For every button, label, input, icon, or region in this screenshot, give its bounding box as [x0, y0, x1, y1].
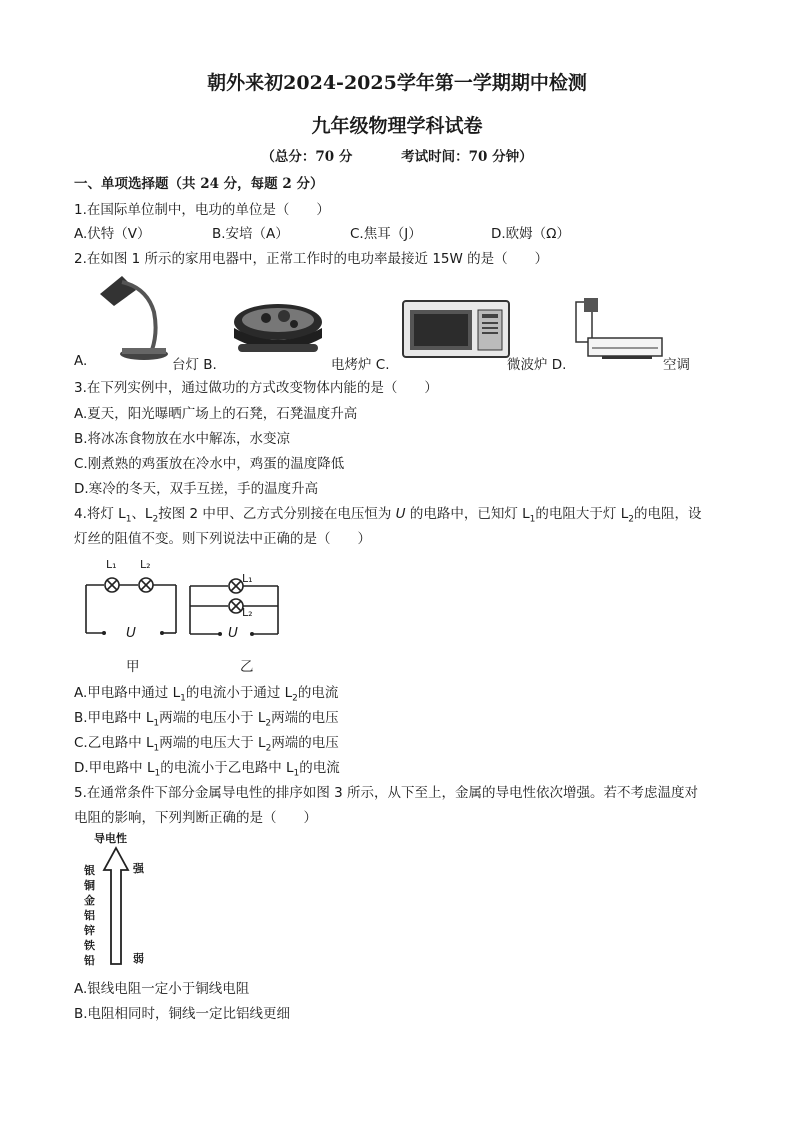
metal-zinc: 锌: [84, 924, 95, 937]
q4-stem-part: 、L: [131, 506, 153, 522]
q4-stem-part: 4.将灯 L: [74, 506, 126, 522]
q2-label-c: 电烤炉 C.: [331, 357, 390, 373]
metal-list: [84, 862, 98, 967]
q4-opt-part: 两端的电压: [271, 735, 339, 751]
q4-option-c: [74, 731, 339, 754]
q3-option-c: C.刚煮熟的鸡蛋放在冷水中，鸡蛋的温度降低: [74, 456, 345, 472]
exam-subtitle: 九年级物理学科试卷: [311, 115, 483, 137]
weak-label: 弱: [133, 952, 144, 965]
air-conditioner-image: [574, 298, 664, 362]
q4-stem-part: 的电路中，已知灯 L: [405, 506, 530, 522]
q4-opt-sub: 2: [265, 718, 272, 729]
q4-opt-sub: 1: [153, 743, 160, 754]
yi-l2-label: L₂: [242, 606, 253, 619]
q4-opt-sub: 1: [293, 768, 300, 779]
q4-opt-part: C.乙电路中 L: [74, 735, 154, 751]
q4-sub: 1: [529, 514, 536, 525]
q5-stem-line1: 5.在通常条件下部分金属导电性的排序如图 3 所示，从下至上，金属的导电性依次增强。若不考虑温度对: [74, 785, 699, 801]
q4-opt-part: B.甲电路中 L: [74, 710, 154, 726]
q3-option-b: B.将冰冻食物放在水中解冻，水变凉: [74, 431, 291, 447]
jia-l2-label: L₂: [140, 558, 151, 571]
q5-option-a: A.银线电阻一定小于铜线电阻: [74, 981, 250, 997]
q4-sub: 2: [152, 514, 159, 525]
microwave-image: [402, 300, 510, 360]
q4-option-a: [74, 681, 338, 704]
q1-stem: 1.在国际单位制中，电功的单位是（ ）: [74, 202, 330, 218]
q2-stem: 2.在如图 1 所示的家用电器中，正常工作时的电功率最接近 15W 的是（ ）: [74, 251, 549, 267]
q2-label-a: A.: [74, 353, 88, 369]
yi-l1-label: L₁: [242, 572, 253, 585]
q5-option-b: B.电阻相同时，铜线一定比铝线更细: [74, 1006, 291, 1022]
q4-opt-sub: 2: [292, 693, 298, 704]
q4-sub: 2: [628, 514, 634, 525]
q4-option-d: [74, 756, 340, 779]
q4-opt-part: 两端的电压: [271, 710, 339, 726]
jia-u-label: U: [126, 625, 136, 641]
q2-label-d: 微波炉 D.: [507, 357, 567, 373]
desk-lamp-image: [92, 272, 172, 364]
q1-option-d: D.欧姆（Ω）: [491, 226, 571, 242]
q5-stem-line2: 电阻的影响，下列判断正确的是（ ）: [74, 810, 317, 826]
conductivity-arrow: [102, 846, 130, 966]
q3-option-a: A.夏天，阳光曝晒广场上的石凳，石凳温度升高: [74, 406, 358, 422]
q4-stem-line2: 灯丝的阻值不变。则下列说法中正确的是（ ）: [74, 531, 371, 547]
metal-aluminum: 铝: [84, 909, 95, 922]
q2-label-b: 台灯 B.: [172, 357, 217, 373]
q3-option-d: D.寒冷的冬天，双手互搓，手的温度升高: [74, 481, 319, 497]
exam-title: 朝外来初2024-2025学年第一学期期中检测: [207, 72, 587, 94]
electric-grill-image: [228, 300, 328, 362]
metal-lead: 铅: [84, 954, 95, 967]
yi-label: 乙: [240, 659, 254, 675]
metal-iron: 铁: [84, 939, 95, 952]
q4-opt-part: 两端的电压小于 L: [159, 710, 266, 726]
yi-u-label: U: [228, 625, 238, 641]
jia-l1-label: L₁: [106, 558, 117, 571]
q4-stem-part: 的电阻，设: [633, 506, 702, 522]
q4-stem-u: U: [395, 506, 406, 522]
q4-option-b: [74, 706, 339, 729]
strong-label: 强: [133, 862, 144, 875]
conductivity-title: 导电性: [94, 832, 127, 845]
metal-copper: 铜: [84, 879, 95, 892]
q4-sub: 1: [125, 514, 132, 525]
q4-opt-sub: 1: [154, 768, 161, 779]
q4-opt-part: 的电流: [297, 685, 339, 701]
q2-label-e: 空调: [663, 357, 690, 373]
q4-stem-line1: [74, 502, 701, 525]
q4-opt-sub: 2: [265, 743, 272, 754]
section-heading: 一、单项选择题（共 24 分，每题 2 分）: [74, 176, 324, 192]
metal-silver: 银: [84, 864, 95, 877]
q4-opt-part: 的电流小于通过 L: [185, 685, 293, 701]
exam-info: [0, 145, 794, 165]
q1-option-b: B.安培（A）: [212, 226, 289, 242]
q4-stem-part: 的电阻大于灯 L: [535, 506, 629, 522]
q4-opt-part: D.甲电路中 L: [74, 760, 155, 776]
q4-opt-part: 两端的电压大于 L: [159, 735, 266, 751]
q4-opt-part: 的电流: [299, 760, 340, 776]
metal-gold: 金: [84, 894, 95, 907]
q1-option-c: C.焦耳（J）: [350, 226, 422, 242]
total-score: （总分：70 分: [261, 149, 353, 165]
exam-time: 考试时间：70 分钟）: [401, 149, 533, 165]
q4-opt-sub: 1: [153, 718, 160, 729]
q4-opt-sub: 1: [180, 693, 186, 704]
jia-label: 甲: [126, 659, 140, 675]
q3-stem: 3.在下列实例中，通过做功的方式改变物体内能的是（ ）: [74, 380, 438, 396]
q4-stem-part: 按图 2 中甲、乙方式分别接在电压恒为: [158, 506, 396, 522]
q1-option-a: A.伏特（V）: [74, 226, 151, 242]
q4-opt-part: 的电流小于乙电路中 L: [160, 760, 294, 776]
q4-opt-part: A.甲电路中通过 L: [74, 685, 181, 701]
